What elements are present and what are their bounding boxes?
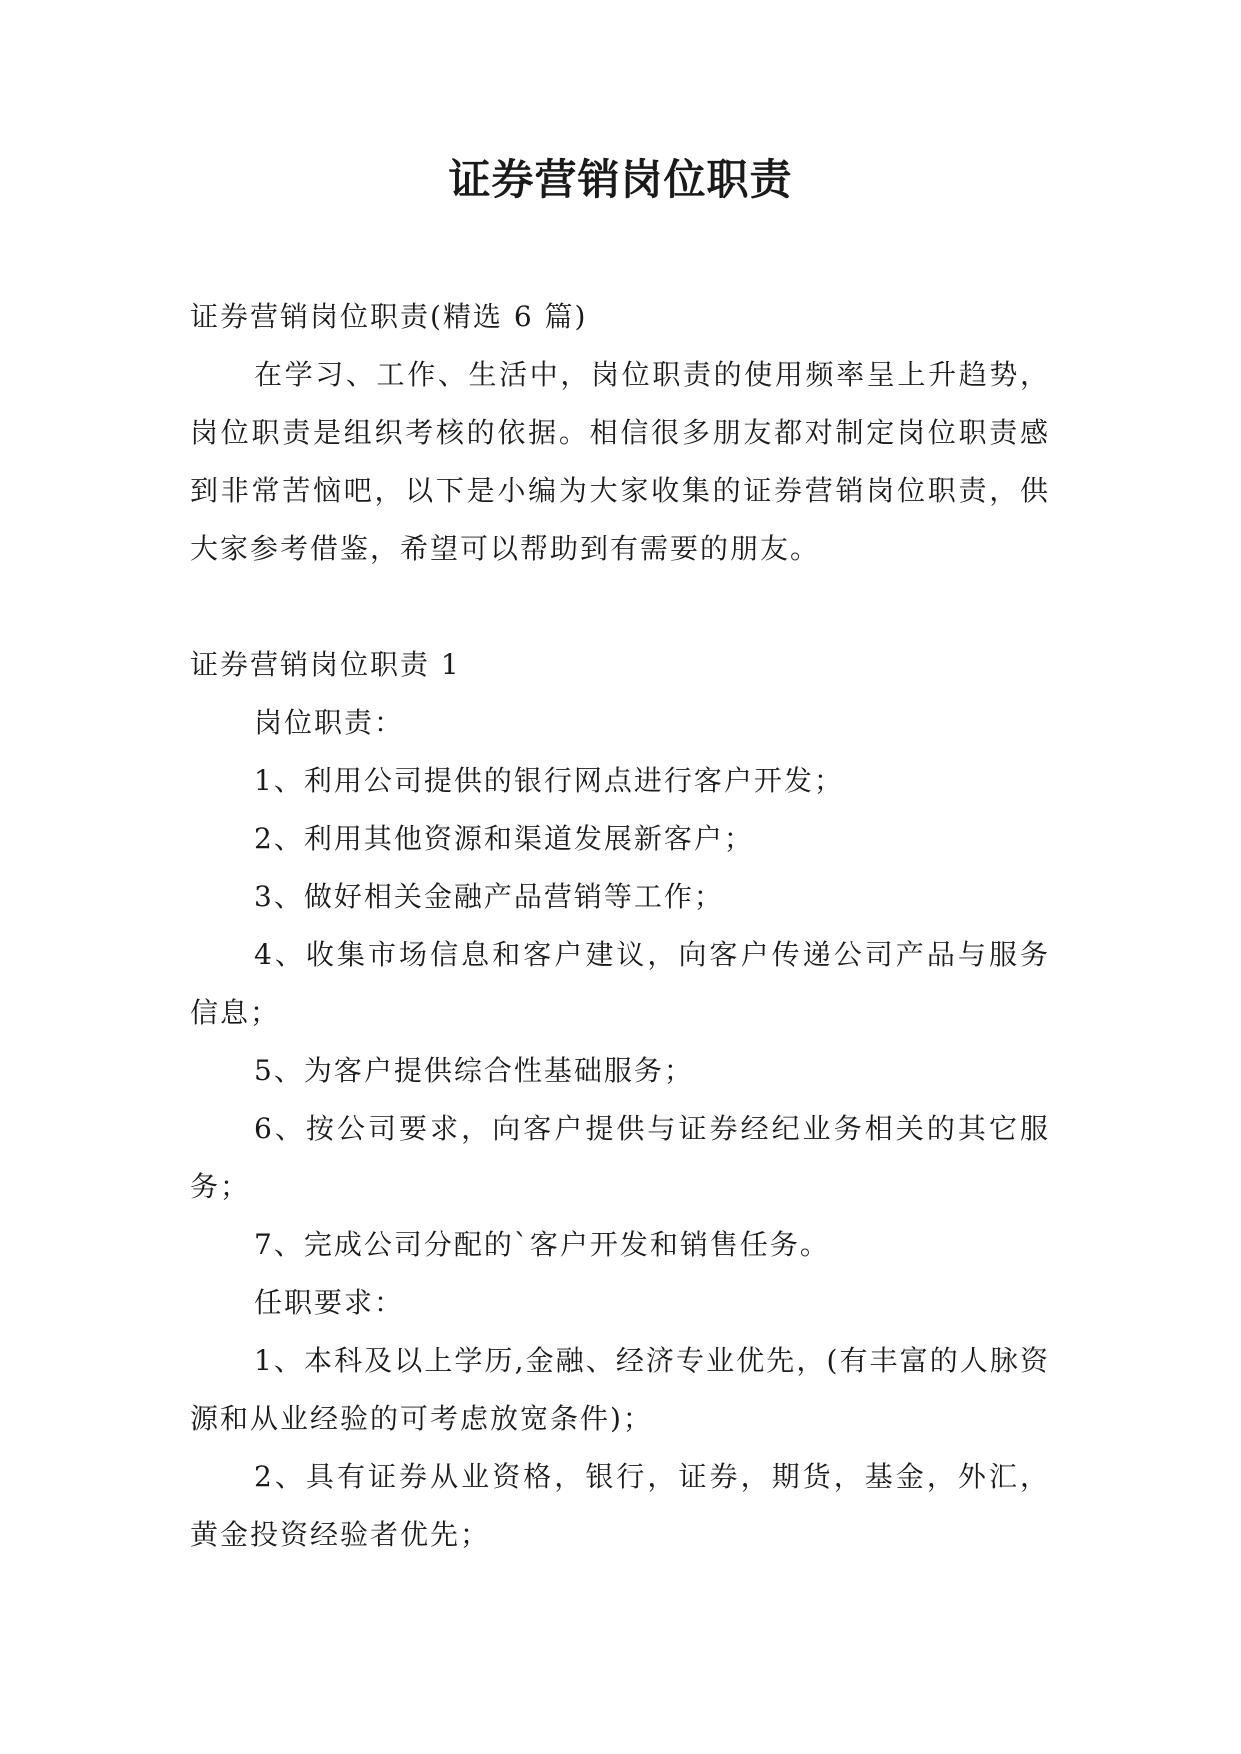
duties-label: 岗位职责： — [254, 706, 405, 739]
duty-item: 1、利用公司提供的银行网点进行客户开发； — [254, 764, 844, 797]
duty-item: 2、利用其他资源和渠道发展新客户； — [254, 822, 754, 855]
duty-item: 7、完成公司分配的`客户开发和销售任务。 — [254, 1228, 830, 1261]
document-title: 证券营销岗位职责 — [448, 155, 793, 204]
requirements-label: 任职要求： — [254, 1286, 405, 1319]
intro-paragraph: 在学习、工作、生活中，岗位职责的使用频率呈上升趋势，岗位职责是组织考核的依据。相信很多朋友都对制定岗位职责感到非常苦恼吧，以下是小编为大家收集的证券营销岗位职责，供大家参考借鉴，希望可以帮助到有需要的朋友。 — [190, 358, 1050, 565]
duty-item: 5、为客户提供综合性基础服务； — [254, 1054, 694, 1087]
document-body — [190, 288, 1050, 1564]
requirement-item: 2、具有证券从业资格，银行，证券，期货，基金，外汇，黄金投资经验者优先； — [190, 1460, 1050, 1551]
document-subtitle: 证券营销岗位职责(精选 6 篇) — [190, 300, 588, 333]
duty-item: 3、做好相关金融产品营销等工作； — [254, 880, 724, 913]
section-spacer — [190, 578, 1050, 636]
duty-item: 6、按公司要求，向客户提供与证券经纪业务相关的其它服务； — [190, 1112, 1050, 1203]
duty-item: 4、收集市场信息和客户建议，向客户传递公司产品与服务信息； — [190, 938, 1050, 1029]
section-heading: 证券营销岗位职责 1 — [190, 648, 461, 681]
requirement-item: 1、本科及以上学历,金融、经济专业优先，(有丰富的人脉资源和从业经验的可考虑放宽条件)； — [190, 1344, 1050, 1435]
